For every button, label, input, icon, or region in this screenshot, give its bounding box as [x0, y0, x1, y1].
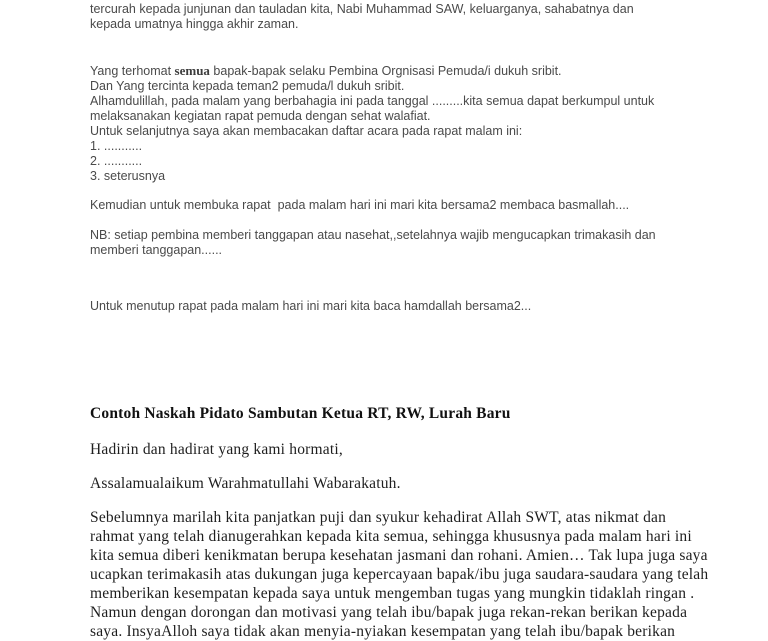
doc-line: memberikan kesempatan kepada saya untuk mengemban tugas yang mungkin tidaklah ringan . — [90, 585, 695, 602]
speech-heading: Contoh Naskah Pidato Sambutan Ketua RT, RW, Lurah Baru — [90, 405, 511, 422]
paragraph-nb-note — [90, 228, 748, 258]
agenda-item: 1. ........... — [90, 139, 143, 153]
doc-line: Alhamdulillah, pada malam yang berbahagia ini pada tanggal .........kita semua dapat berkumpul untuk — [90, 94, 655, 108]
speech-heading-block — [90, 404, 748, 423]
doc-line: Hadirin dan hadirat yang kami hormati, — [90, 441, 343, 458]
doc-line: kepada umatnya hingga akhir zaman. — [90, 17, 299, 31]
paragraph-shalawat — [90, 2, 748, 32]
doc-line: rahmat yang telah dianugerahkan kepada kita semua, sehingga khususnya pada malam hari ini — [90, 528, 692, 545]
doc-line: Namun dengan dorongan dan motivasi yang telah ibu/bapak juga rekan-rekan berikan kepada — [90, 604, 688, 621]
paragraph-opening — [90, 198, 748, 213]
doc-line: NB: setiap pembina memberi tanggapan atau nasehat,,setelahnya wajib mengucapkan trimakasih dan — [90, 228, 656, 242]
salutation-post-text: bapak-bapak selaku Pembina Orgnisasi Pemuda/i dukuh sribit. — [209, 64, 562, 78]
agenda-item: 3. seterusnya — [90, 169, 166, 183]
doc-line: memberi tanggapan...... — [90, 243, 223, 257]
agenda-item: 2. ........... — [90, 154, 143, 168]
speech-greeting1-block — [90, 440, 748, 459]
doc-line: kita semua diberi kenikmatan berupa kesehatan jasmani dan rohani. Amien… Tak lupa juga saya — [90, 547, 708, 564]
doc-line-salutation — [90, 63, 748, 79]
speech-greeting2-block — [90, 474, 748, 493]
doc-line: tercurah kepada junjunan dan tauladan kita, Nabi Muhammad SAW, keluarganya, sahabatnya dan — [90, 2, 634, 16]
salutation-bold-word: semua — [174, 63, 210, 78]
paragraph-closing — [90, 299, 748, 314]
doc-line: Untuk selanjutnya saya akan membacakan daftar acara pada rapat malam ini: — [90, 124, 523, 138]
doc-line: melaksanakan kegiatan rapat pemuda dengan sehat walafiat. — [90, 109, 431, 123]
doc-line: Dan Yang tercinta kepada teman2 pemuda/l dukuh sribit. — [90, 79, 405, 93]
doc-line: ucapkan terimakasih atas dukungan juga kepercayaan bapak/ibu juga saudara-saudara yang telah — [90, 566, 709, 583]
paragraph-salutation-agenda — [90, 63, 748, 184]
doc-line: saya. InsyaAlloh saya tidak akan menyia-nyiakan kesempatan yang telah ibu/bapak berikan — [90, 623, 676, 640]
speech-body-paragraph — [90, 508, 748, 641]
doc-line: Sebelumnya marilah kita panjatkan puji dan syukur kehadirat Allah SWT, atas nikmat dan — [90, 509, 667, 526]
doc-line: Assalamualaikum Warahmatullahi Wabarakatuh. — [90, 475, 401, 492]
doc-line: Kemudian untuk membuka rapat pada malam hari ini mari kita bersama2 membaca basmallah.... — [90, 198, 630, 212]
salutation-pre-text: Yang terhomat — [90, 64, 175, 78]
doc-line: Untuk menutup rapat pada malam hari ini mari kita baca hamdallah bersama2... — [90, 299, 532, 313]
